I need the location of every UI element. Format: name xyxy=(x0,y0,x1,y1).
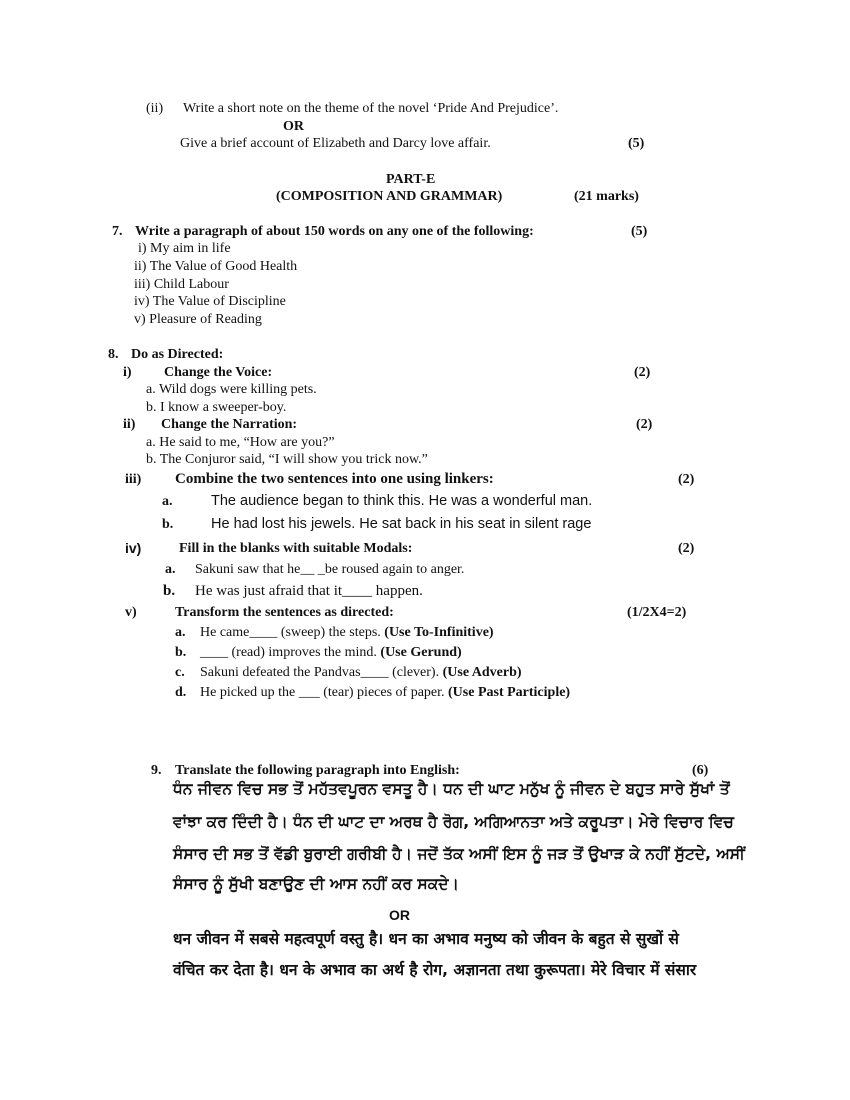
q8-iv-b: He was just afraid that it____ happen. xyxy=(195,583,423,599)
q8-i-b: b. I know a sweeper-boy. xyxy=(146,400,287,415)
q8-i-number: i) xyxy=(123,365,132,380)
q9-marks: (6) xyxy=(692,763,709,778)
q7-number: 7. xyxy=(112,224,123,239)
q9-title: Translate the following paragraph into English: xyxy=(175,763,460,778)
q8-v-item-text: He came____ (sweep) the steps. xyxy=(200,625,385,640)
q7-option: iv) The Value of Discipline xyxy=(134,294,286,309)
q8-v-item-text: ____ (read) improves the mind. xyxy=(200,645,381,660)
q8-i-title: Change the Voice: xyxy=(164,365,273,380)
q9-number: 9. xyxy=(151,763,162,778)
q7-option: ii) The Value of Good Health xyxy=(134,259,298,274)
q8-iii-a: The audience began to think this. He was a wonderful man. xyxy=(211,493,593,509)
q8-v-item-label: a. xyxy=(175,625,186,640)
q6-or: OR xyxy=(283,119,304,134)
q8-v-item xyxy=(200,685,570,701)
q8-v-item-label: c. xyxy=(175,665,185,680)
q9-punjabi-line: ਸੰਸਾਰ ਦੀ ਸਭ ਤੋਂ ਵੱਡੀ ਬੁਰਾਈ ਗਰੀਬੀ ਹੈ। ਜਦੋਂ ਤੱਕ ਅਸੀਂ ਇਸ ਨੂੰ ਜੜ ਤੋਂ ਉਖਾੜ ਕੇ ਨਹੀਂ ਸੁੱਟਦੇ, ਅਸੀਂ xyxy=(173,845,745,863)
q8-iv-marks: (2) xyxy=(678,541,695,556)
q8-v-item xyxy=(200,665,522,681)
q8-ii-number: ii) xyxy=(123,417,136,432)
q9-punjabi-line: ਧੰਨ ਜੀਵਨ ਵਿਚ ਸਭ ਤੋਂ ਮਹੱਤਵਪੂਰਨ ਵਸਤੂ ਹੈ। ਧਨ ਦੀ ਘਾਟ ਮਨੁੱਖ ਨੂੰ ਜੀਵਨ ਦੇ ਬਹੁਤ ਸਾਰੇ ਸੁੱਖਾਂ ਤੋਂ xyxy=(173,780,730,798)
q8-ii-a: a. He said to me, “How are you?” xyxy=(146,435,335,450)
q8-v-item-label: b. xyxy=(175,645,187,660)
part-e-marks: (21 marks) xyxy=(574,189,639,204)
q6-alt-text: Give a brief account of Elizabeth and Darcy love affair. xyxy=(180,136,491,151)
q8-ii-title: Change the Narration: xyxy=(161,417,298,432)
q8-iii-a-label: a. xyxy=(162,494,173,509)
q7-option: v) Pleasure of Reading xyxy=(134,312,262,327)
q8-v-item xyxy=(200,625,494,641)
q7-question: Write a paragraph of about 150 words on any one of the following: xyxy=(135,224,534,239)
q7-marks: (5) xyxy=(631,224,648,239)
q9-hindi-line: धन जीवन में सबसे महत्वपूर्ण वस्तु है। धन का अभाव मनुष्य को जीवन के बहुत से सुखों से xyxy=(173,930,679,948)
q9-or: OR xyxy=(389,907,410,923)
q8-i-marks: (2) xyxy=(634,365,651,380)
part-e-subtitle: (COMPOSITION AND GRAMMAR) xyxy=(276,189,503,204)
q8-v-item-text: Sakuni defeated the Pandvas____ (clever). xyxy=(200,665,443,680)
q6-marks: (5) xyxy=(628,136,645,151)
q8-iii-b: He had lost his jewels. He sat back in his seat in silent rage xyxy=(211,516,592,532)
q8-iii-b-label: b. xyxy=(162,517,174,532)
q8-number: 8. xyxy=(108,347,119,362)
q8-iv-a-label: a. xyxy=(165,562,176,577)
q8-v-item-hint: (Use Adverb) xyxy=(442,665,522,680)
q8-v-item-hint: (Use Past Participle) xyxy=(448,685,571,700)
q8-v-title: Transform the sentences as directed: xyxy=(175,605,394,620)
q8-iii-title: Combine the two sentences into one using linkers: xyxy=(175,471,494,487)
q8-iv-title: Fill in the blanks with suitable Modals: xyxy=(179,541,413,556)
q8-v-marks: (1/2X4=2) xyxy=(627,605,687,620)
q8-iv-b-label: b. xyxy=(163,583,176,599)
q7-option: iii) Child Labour xyxy=(134,277,229,292)
q9-punjabi-line: ਸੰਸਾਰ ਨੂੰ ਸੁੱਖੀ ਬਣਾਉਣ ਦੀ ਆਸ ਨਹੀਂ ਕਰ ਸਕਦੇ। xyxy=(173,875,460,893)
part-e-title: PART-E xyxy=(386,172,436,187)
q8-v-item-label: d. xyxy=(175,685,187,700)
q8-ii-marks: (2) xyxy=(636,417,653,432)
q8-v-item-hint: (Use To-Infinitive) xyxy=(384,625,494,640)
q8-iv-a: Sakuni saw that he__ _be roused again to anger. xyxy=(195,562,465,577)
q8-i-a: a. Wild dogs were killing pets. xyxy=(146,382,317,397)
q8-v-item-hint: (Use Gerund) xyxy=(380,645,462,660)
q8-ii-b: b. The Conjuror said, “I will show you trick now.” xyxy=(146,452,428,467)
q8-iv-number: iv) xyxy=(125,540,142,556)
q8-v-item-text: He picked up the ___ (tear) pieces of paper. xyxy=(200,685,449,700)
q7-option: i) My aim in life xyxy=(138,241,231,256)
q6-ii-number: (ii) xyxy=(146,101,164,116)
q8-v-number: v) xyxy=(125,605,137,620)
q9-hindi-line: वंचित कर देता है। धन के अभाव का अर्थ है रोग, अज्ञानता तथा कुरूपता। मेरे विचार में संसार xyxy=(173,961,697,979)
q8-title: Do as Directed: xyxy=(131,347,224,362)
q8-iii-marks: (2) xyxy=(678,472,695,487)
q8-v-item xyxy=(200,645,462,661)
q9-punjabi-line: ਵਾਂਝਾ ਕਰ ਦਿੰਦੀ ਹੈ। ਧੰਨ ਦੀ ਘਾਟ ਦਾ ਅਰਥ ਹੈ ਰੋਗ, ਅਗਿਆਨਤਾ ਅਤੇ ਕਰੂਪਤਾ। ਮੇਰੇ ਵਿਚਾਰ ਵਿਚ xyxy=(173,813,734,831)
q8-iii-number: iii) xyxy=(125,472,142,487)
q6-ii-text: Write a short note on the theme of the novel ‘Pride And Prejudice’. xyxy=(183,101,559,116)
